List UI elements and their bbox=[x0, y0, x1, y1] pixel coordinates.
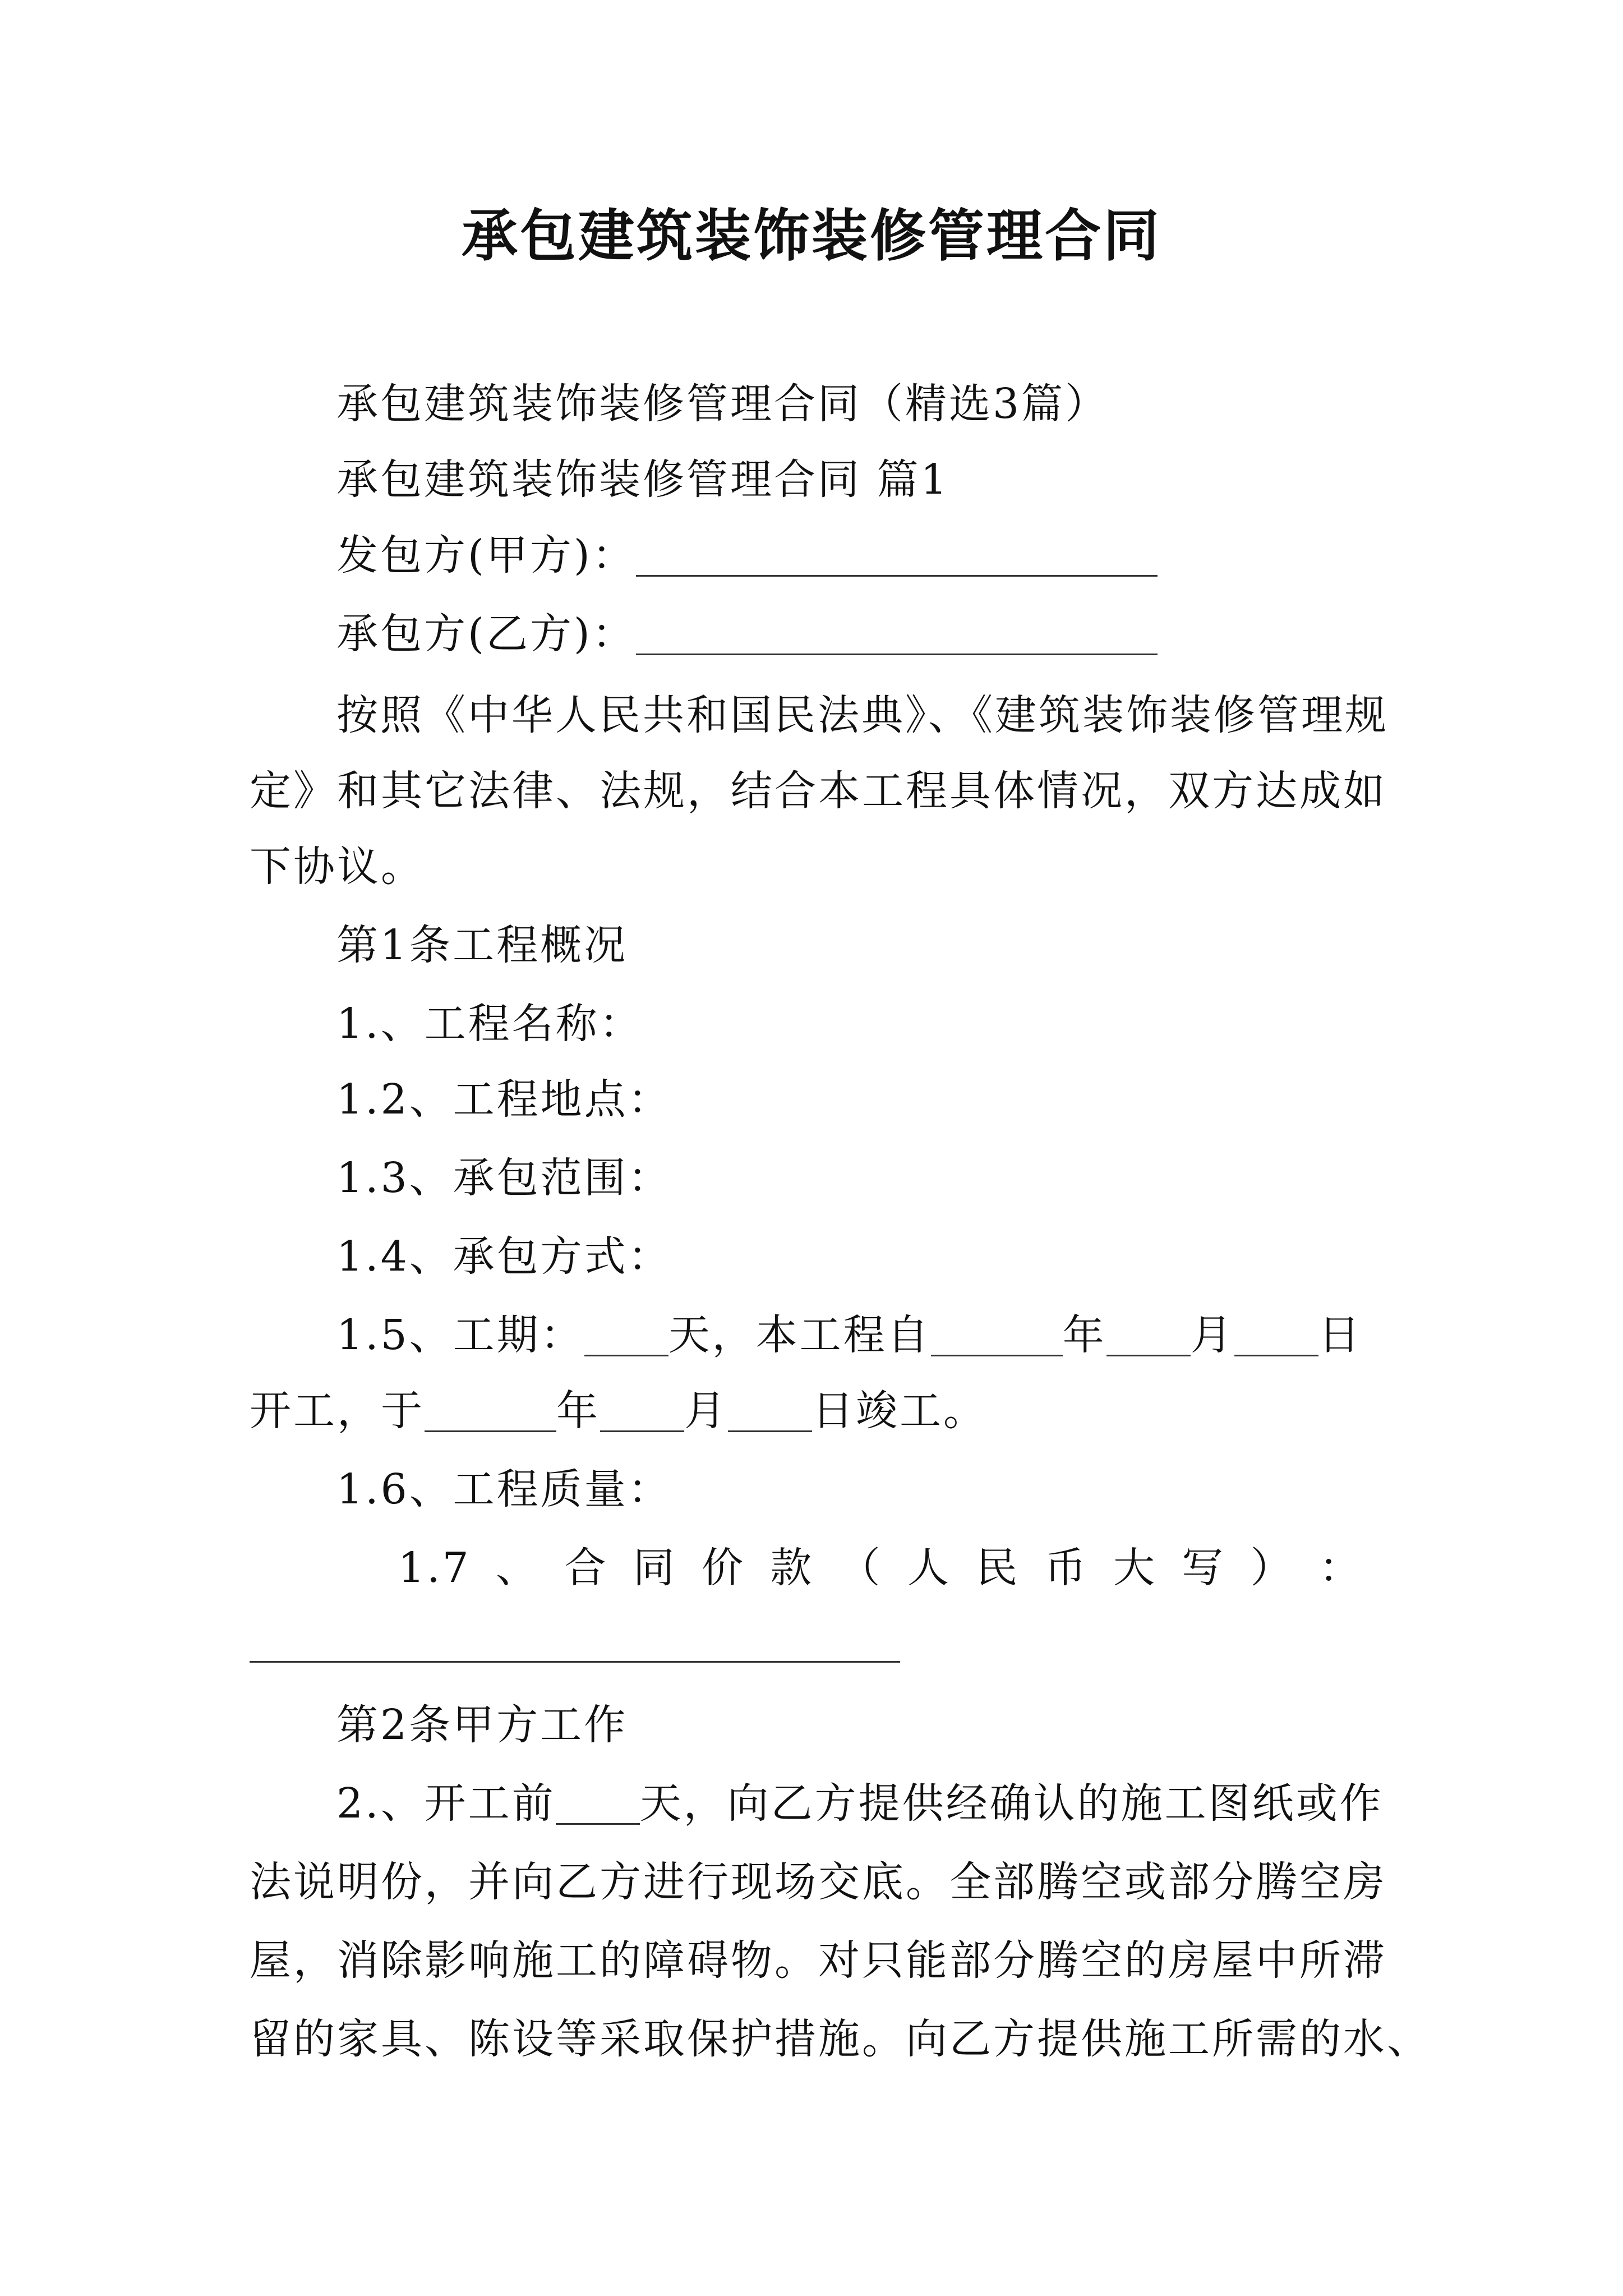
item-1-7-char: 民 bbox=[976, 1544, 1020, 1592]
party-b-label: 承包方(乙方)： bbox=[336, 610, 636, 658]
document-title: 承包建筑装饰装修管理合同 bbox=[462, 203, 1161, 269]
year-label: 年 bbox=[1062, 1311, 1106, 1359]
party-a-label: 发包方(甲方)： bbox=[336, 531, 636, 579]
item-1-5-line-1 bbox=[336, 1304, 1362, 1366]
start-day-blank[interactable] bbox=[1234, 1315, 1318, 1356]
day-label: 日 bbox=[1318, 1311, 1362, 1359]
end-day-blank[interactable] bbox=[728, 1391, 812, 1432]
item-1-7-char: 款 bbox=[770, 1544, 814, 1592]
completion-text: 日竣工。 bbox=[812, 1387, 987, 1435]
end-year-blank[interactable] bbox=[425, 1391, 556, 1432]
article-2-line-1 bbox=[336, 1773, 1384, 1834]
item-1-2: 1.2、工程地点： bbox=[336, 1075, 672, 1124]
contract-price-blank[interactable] bbox=[250, 1661, 900, 1663]
item-1-7-char: 、 bbox=[496, 1544, 540, 1592]
item-1-6: 1.6、工程质量： bbox=[336, 1465, 672, 1513]
item-1-7-char: 币 bbox=[1044, 1544, 1089, 1592]
intro-line-2: 定》和其它法律、法规，结合本工程具体情况，双方达成如 bbox=[250, 767, 1387, 815]
item-1-3: 1.3、承包范围： bbox=[336, 1154, 672, 1202]
start-text: 天，本工程自 bbox=[668, 1311, 931, 1359]
end-month-blank[interactable] bbox=[600, 1391, 684, 1432]
article-1-heading: 第1条工程概况 bbox=[336, 921, 628, 969]
item-1-7-char: 价 bbox=[702, 1544, 745, 1592]
prestart-days-blank[interactable] bbox=[556, 1784, 640, 1825]
party-a-line bbox=[336, 524, 1158, 586]
start-month-blank[interactable] bbox=[1106, 1315, 1191, 1356]
end-year-label: 年 bbox=[556, 1387, 600, 1435]
item-1-7-char: 1.7 bbox=[398, 1544, 471, 1592]
finish-text: 开工，于 bbox=[250, 1387, 425, 1435]
subtitle: 承包建筑装饰装修管理合同（精选3篇） bbox=[336, 380, 1109, 428]
article-2-line-3: 屋，消除影响施工的障碍物。对只能部分腾空的房屋中所滞 bbox=[250, 1936, 1387, 1985]
intro-line-3: 下协议。 bbox=[250, 843, 425, 891]
article-2-line-2: 法说明份，并向乙方进行现场交底。全部腾空或部分腾空房 bbox=[250, 1858, 1387, 1906]
item-1-1: 1.、工程名称： bbox=[336, 1000, 643, 1048]
item-1-7-char: 大 bbox=[1113, 1544, 1157, 1592]
item-1-7-char: ） bbox=[1250, 1544, 1294, 1592]
item-1-7-char: 写 bbox=[1182, 1544, 1226, 1592]
item-1-5-line-2 bbox=[250, 1380, 987, 1442]
item-1-7-char: （ bbox=[838, 1544, 883, 1592]
end-month-label: 月 bbox=[684, 1387, 728, 1435]
item-1-7-char: ： bbox=[1318, 1544, 1363, 1592]
article-2-line-4: 留的家具、陈设等采取保护措施。向乙方提供施工所需的水、 bbox=[250, 2015, 1431, 2063]
days-blank[interactable] bbox=[584, 1315, 668, 1356]
item-1-4: 1.4、承包方式： bbox=[336, 1232, 672, 1281]
item-1-7-char: 人 bbox=[907, 1544, 951, 1592]
article-2-heading: 第2条甲方工作 bbox=[336, 1701, 628, 1749]
item-1-7-char: 同 bbox=[633, 1544, 677, 1592]
prestart-label: 2.、开工前 bbox=[336, 1779, 556, 1828]
start-year-blank[interactable] bbox=[931, 1315, 1063, 1356]
prestart-text: 天，向乙方提供经确认的施工图纸或作 bbox=[639, 1779, 1384, 1828]
duration-label: 1.5、工期： bbox=[336, 1311, 584, 1359]
item-1-7-char: 合 bbox=[564, 1544, 608, 1592]
item-1-7 bbox=[398, 1537, 1363, 1599]
month-label: 月 bbox=[1190, 1311, 1234, 1359]
intro-line-1: 按照《中华人民共和国民法典》、《建筑装饰装修管理规 bbox=[336, 691, 1389, 739]
party-b-blank[interactable] bbox=[636, 614, 1158, 655]
party-a-blank[interactable] bbox=[636, 536, 1158, 577]
part-heading: 承包建筑装饰装修管理合同 篇1 bbox=[336, 455, 949, 504]
party-b-line bbox=[336, 603, 1158, 665]
